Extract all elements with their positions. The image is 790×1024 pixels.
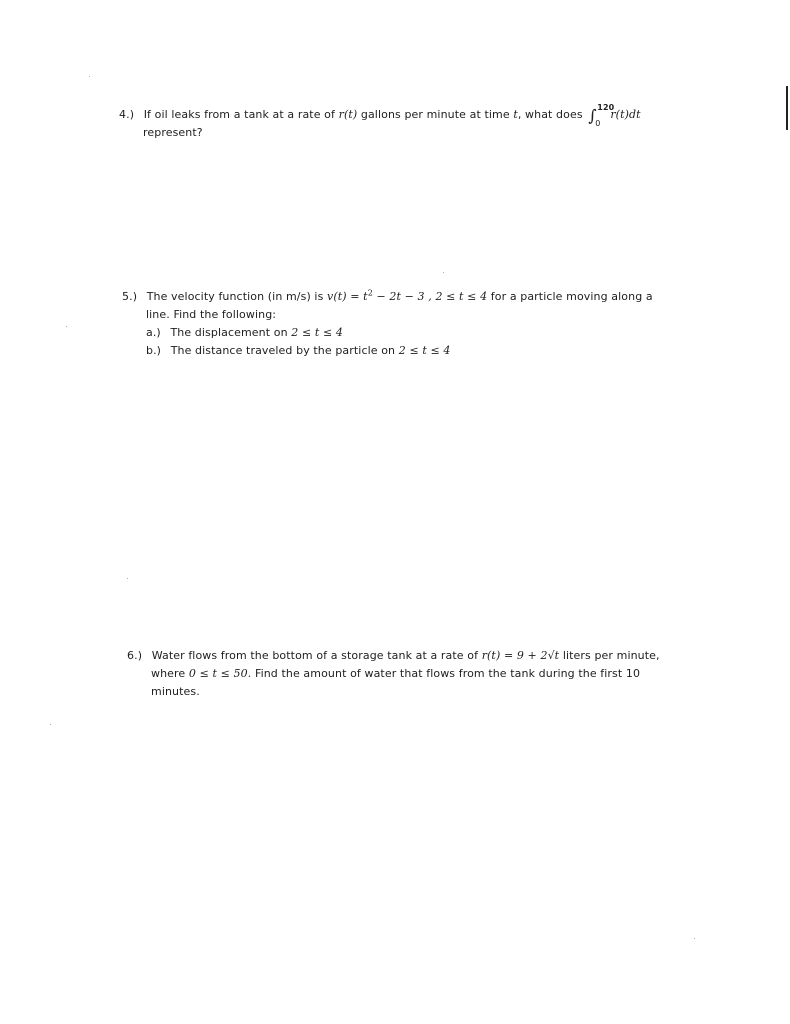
problem-6-line2-after: Find the amount of water that flows from the tank during the first 10	[254, 667, 641, 680]
problem-6-line2-before: where	[151, 667, 186, 680]
integral-sign: ∫ 120 0	[588, 109, 596, 123]
problem-5-line-2	[122, 306, 653, 324]
problem-4-variable-t: t	[513, 108, 518, 121]
problem-6-line-2	[127, 665, 660, 683]
problem-4-number: 4.)	[119, 108, 135, 121]
part-a-label: a.)	[146, 326, 161, 339]
scan-speck	[127, 578, 128, 579]
problem-6	[127, 647, 660, 701]
integral-lower-limit: 0	[595, 119, 601, 128]
velocity-exponent: 2	[367, 288, 373, 298]
problem-4-line-1	[119, 103, 641, 128]
problem-4-line-2	[119, 124, 641, 142]
velocity-equation: v(t) = t	[327, 290, 368, 303]
part-b-label: b.)	[146, 344, 162, 357]
problem-6-number: 6.)	[127, 649, 143, 662]
problem-6-interval: 0 ≤ t ≤ 50.	[188, 667, 252, 680]
scan-speck	[50, 724, 51, 725]
problem-4-rate-function: r(t)	[338, 108, 358, 121]
problem-6-line1-before: Water flows from the bottom of a storage tank at a rate of	[151, 649, 479, 662]
problem-5-line-1	[122, 288, 653, 306]
scan-edge-mark	[786, 86, 788, 130]
problem-4	[119, 103, 641, 142]
problem-4-integrand: r(t)dt	[610, 108, 641, 121]
scan-speck	[89, 76, 90, 77]
problem-5-line2: line. Find the following:	[146, 308, 277, 321]
problem-4-text-after: , what does	[517, 108, 583, 121]
problem-6-line-3	[127, 683, 660, 701]
velocity-rest: − 2t − 3 ,	[372, 290, 432, 303]
problem-4-represent: represent?	[143, 126, 203, 139]
problem-5-part-a	[122, 324, 653, 342]
problem-5	[122, 288, 653, 360]
problem-5-line1-before: The velocity function (in m/s) is	[146, 290, 324, 303]
part-a-interval: 2 ≤ t ≤ 4	[291, 326, 343, 339]
part-a-text: The displacement on	[170, 326, 288, 339]
part-b-text: The distance traveled by the particle on	[170, 344, 396, 357]
problem-4-text-mid: gallons per minute at time	[360, 108, 510, 121]
problem-6-line-1	[127, 647, 660, 665]
problem-5-part-b	[122, 342, 653, 360]
scan-speck	[66, 326, 67, 327]
scan-speck	[694, 938, 695, 939]
problem-5-line1-after: for a particle moving along a	[490, 290, 653, 303]
integral-upper-limit: 120	[597, 103, 615, 112]
problem-5-interval: 2 ≤ t ≤ 4	[435, 290, 488, 303]
problem-5-number: 5.)	[122, 290, 138, 303]
rate-equation: r(t) = 9 + 2√t	[481, 649, 560, 662]
problem-4-text-before: If oil leaks from a tank at a rate of	[143, 108, 335, 121]
scan-speck	[443, 272, 444, 273]
part-b-interval: 2 ≤ t ≤ 4	[398, 344, 451, 357]
problem-6-line1-after: liters per minute,	[562, 649, 660, 662]
problem-6-line3: minutes.	[151, 685, 200, 698]
